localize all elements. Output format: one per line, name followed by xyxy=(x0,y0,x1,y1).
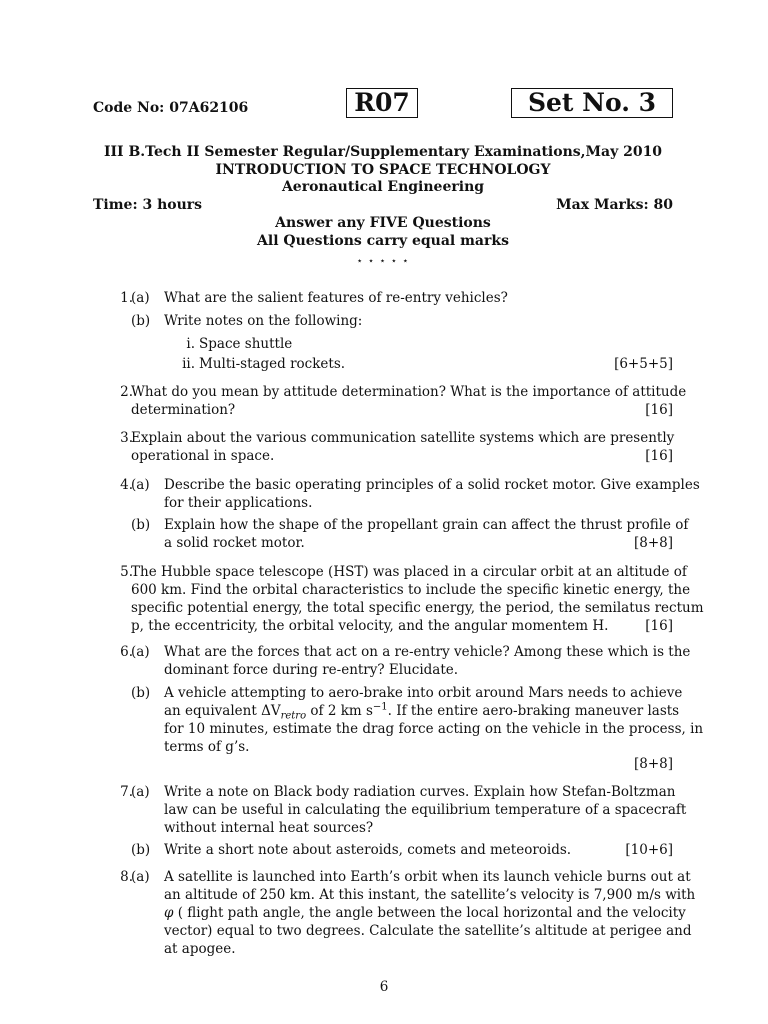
marks: [16] xyxy=(645,448,673,464)
marks: [16] xyxy=(645,402,673,418)
branch-title: Aeronautical Engineering xyxy=(281,179,485,195)
part-text: What are the forces that act on a re-entry vehicle? Among these which is the xyxy=(164,644,691,660)
formula-text: an equivalent ΔV xyxy=(164,703,281,719)
part-label: (b) xyxy=(131,685,151,701)
question-number: 7. xyxy=(120,784,133,800)
question-text: determination? xyxy=(131,402,236,418)
part-label: (a) xyxy=(131,290,150,306)
part-text: dominant force during re-entry? Elucidate. xyxy=(164,662,459,678)
part-text: What are the salient features of re-entry vehicles? xyxy=(164,290,508,306)
part-text: Write notes on the following: xyxy=(164,313,363,329)
part-text: Write a note on Black body radiation curves. Explain how Stefan-Boltzman xyxy=(164,784,676,800)
part-text: ( flight path angle, the angle between the local horizontal and the velocity xyxy=(173,905,686,921)
part-label: (a) xyxy=(131,644,150,660)
part-text: without internal heat sources? xyxy=(164,820,374,836)
question-2 xyxy=(93,383,687,423)
marks: [16] xyxy=(645,618,673,634)
part-label: (a) xyxy=(131,477,150,493)
page-number: 6 xyxy=(379,979,389,995)
question-text: 600 km. Find the orbital characteristics to include the specific kinetic energy, the xyxy=(131,582,691,598)
part-text: an altitude of 250 km. At this instant, the satellite’s velocity is 7,900 m/s with xyxy=(164,887,696,903)
marks: [10+6] xyxy=(625,842,673,858)
part-text: Write a short note about asteroids, comets and meteoroids. xyxy=(164,842,572,858)
part-text: A satellite is launched into Earth’s orbit when its launch vehicle burns out at xyxy=(164,869,691,885)
part-label: (b) xyxy=(131,517,151,533)
question-number: 5. xyxy=(120,564,133,580)
question-3 xyxy=(93,429,673,469)
formula-text: of 2 km s xyxy=(306,703,373,719)
part-text: Describe the basic operating principles of a solid rocket motor. Give examples xyxy=(164,477,700,493)
question-5 xyxy=(93,563,704,639)
item-text: Space shuttle xyxy=(199,336,293,352)
part-label: (b) xyxy=(131,842,151,858)
question-text: What do you mean by attitude determination? What is the importance of attitude xyxy=(131,384,687,400)
question-number: 4. xyxy=(120,477,133,493)
question-4 xyxy=(93,476,700,556)
part-text: for 10 minutes, estimate the drag force acting on the vehicle in the process, in xyxy=(164,721,704,737)
part-text: terms of g’s. xyxy=(164,739,250,755)
formula-subscript: retro xyxy=(280,710,307,722)
max-marks: Max Marks: 80 xyxy=(556,197,673,213)
item-text: Multi-staged rockets. xyxy=(199,356,346,372)
item-label: ii. xyxy=(182,356,195,372)
question-7 xyxy=(93,783,687,863)
question-number: 8. xyxy=(120,869,133,885)
part-text: at apogee. xyxy=(164,941,236,957)
exam-title: III B.Tech II Semester Regular/Supplementary Examinations,May 2010 xyxy=(103,144,663,160)
instruction-equal-marks: All Questions carry equal marks xyxy=(257,233,509,249)
phi-symbol: φ xyxy=(164,905,174,921)
question-number: 1. xyxy=(120,290,133,306)
instruction-five-questions: Answer any FIVE Questions xyxy=(275,215,491,231)
part-text: for their applications. xyxy=(164,495,313,511)
question-text: p, the eccentricity, the orbital velocity, and the angular momentem H. xyxy=(131,618,609,634)
formula-text: . If the entire aero-braking maneuver lasts xyxy=(387,703,680,719)
part-label: (a) xyxy=(131,784,150,800)
marks: [8+8] xyxy=(633,756,673,772)
subject-title: INTRODUCTION TO SPACE TECHNOLOGY xyxy=(215,162,551,178)
part-label: (b) xyxy=(131,313,151,329)
marks: [6+5+5] xyxy=(614,356,673,372)
formula-superscript: −1 xyxy=(372,701,388,713)
question-6 xyxy=(93,643,704,773)
part-text: a solid rocket motor. xyxy=(164,535,305,551)
part-label: (a) xyxy=(131,869,150,885)
part-text: vector) equal to two degrees. Calculate the satellite’s altitude at perigee and xyxy=(164,923,692,939)
marks: [8+8] xyxy=(633,535,673,551)
question-number: 2. xyxy=(120,384,133,400)
part-text: Explain how the shape of the propellant grain can affect the thrust profile of xyxy=(164,517,689,533)
part-text-with-formula xyxy=(164,701,680,722)
part-text-with-symbol xyxy=(164,904,686,922)
regulation-box: R07 xyxy=(346,88,418,118)
question-text: specific potential energy, the total specific energy, the period, the semilatus rectum xyxy=(131,600,704,616)
question-8 xyxy=(93,868,696,963)
set-number-box: Set No. 3 xyxy=(511,88,673,118)
question-text: The Hubble space telescope (HST) was placed in a circular orbit at an altitude of xyxy=(131,564,687,580)
question-text: Explain about the various communication satellite systems which are presently xyxy=(131,430,675,446)
part-text: A vehicle attempting to aero-brake into orbit around Mars needs to achieve xyxy=(164,685,683,701)
question-1 xyxy=(93,289,673,379)
part-text: law can be useful in calculating the equilibrium temperature of a spacecraft xyxy=(164,802,687,818)
item-label: i. xyxy=(186,336,195,352)
question-text: operational in space. xyxy=(131,448,275,464)
question-number: 3. xyxy=(120,430,133,446)
exam-time: Time: 3 hours xyxy=(93,197,203,213)
separator-stars: ⋆ ⋆ ⋆ ⋆ ⋆ xyxy=(356,256,410,267)
code-number: Code No: 07A62106 xyxy=(93,100,249,116)
question-number: 6. xyxy=(120,644,133,660)
